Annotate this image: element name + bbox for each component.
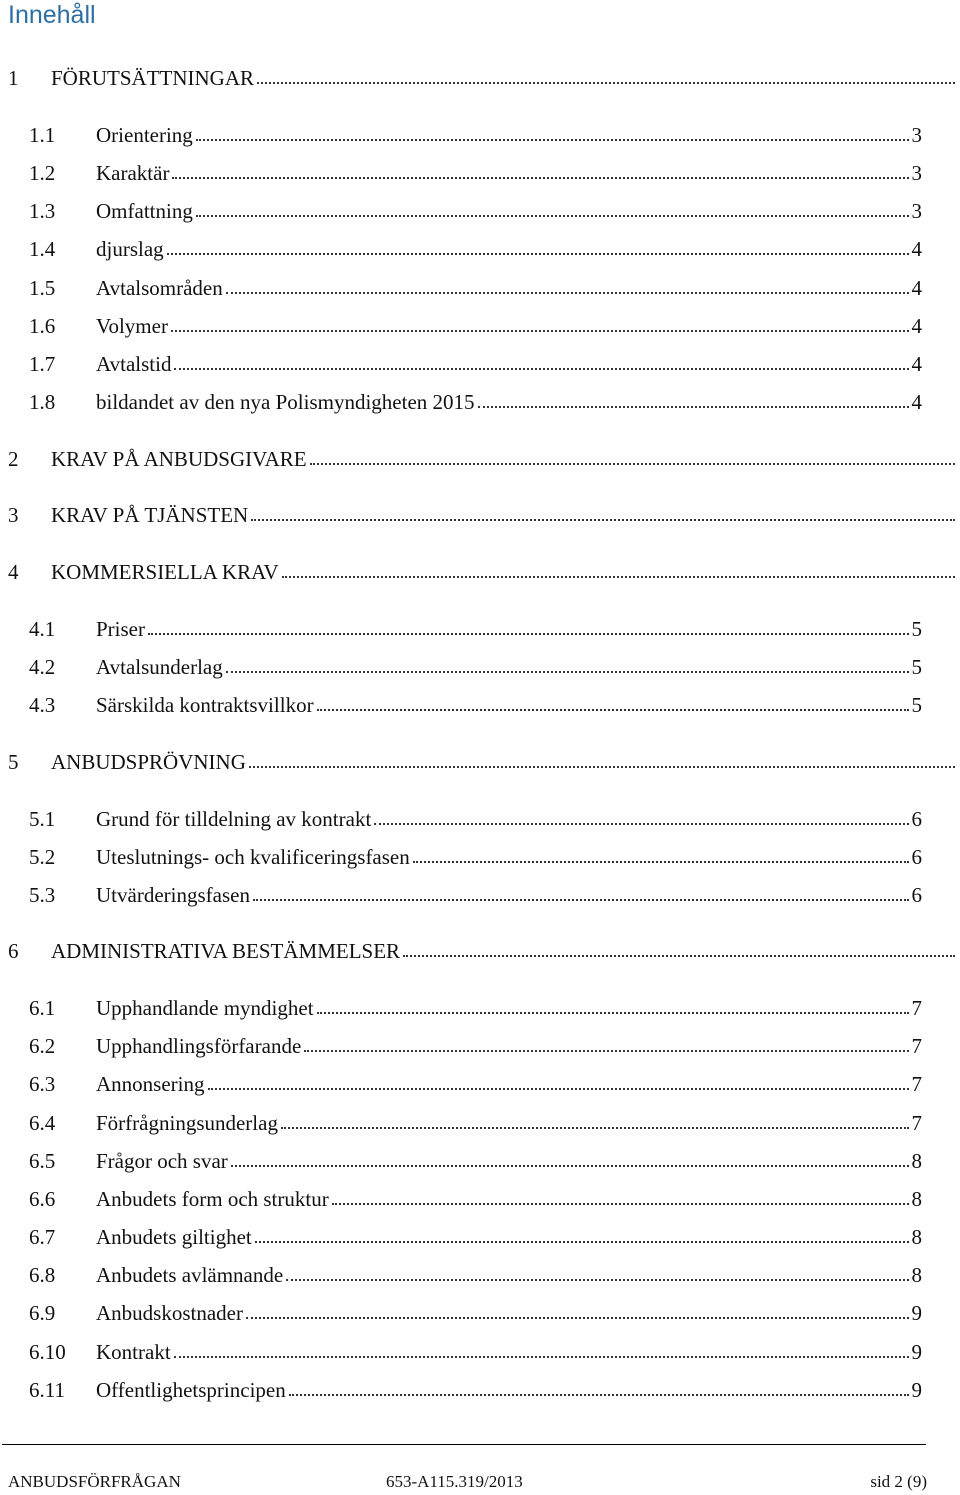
toc-number: 5.2 <box>29 845 56 869</box>
toc-entry-1-5[interactable] <box>29 270 922 300</box>
toc-page-number: 3 <box>911 161 922 185</box>
dot-leader <box>281 1127 909 1129</box>
toc-number: 6.2 <box>29 1034 56 1058</box>
toc-number: 6.3 <box>29 1072 56 1096</box>
dot-leader <box>231 1165 909 1167</box>
dot-leader <box>332 1203 909 1205</box>
dot-leader <box>174 1356 909 1358</box>
toc-number: 1.4 <box>29 237 56 261</box>
toc-page-number: 7 <box>911 1034 922 1058</box>
toc-page-number: 6 <box>911 845 922 869</box>
toc-heading: Anbudets avlämnande <box>96 1263 284 1287</box>
toc-number: 1.1 <box>29 123 56 147</box>
dot-leader <box>249 766 955 768</box>
toc-number: 5.3 <box>29 883 56 907</box>
toc-number: 1.5 <box>29 276 56 300</box>
toc-heading: Avtalstid <box>96 352 172 376</box>
toc-number: 1.2 <box>29 161 56 185</box>
dot-leader <box>317 709 909 711</box>
toc-number: 6.6 <box>29 1187 56 1211</box>
dot-leader <box>171 330 909 332</box>
dot-leader <box>167 253 909 255</box>
dot-leader <box>174 368 908 370</box>
toc-entry-4-2[interactable] <box>29 649 922 679</box>
toc-heading: Kontrakt <box>96 1340 171 1364</box>
toc-entry-2[interactable] <box>8 441 958 471</box>
toc-heading: KRAV PÅ TJÄNSTEN <box>51 503 249 527</box>
toc-page-number: 3 <box>911 199 922 223</box>
toc-page-number: 9 <box>911 1301 922 1325</box>
toc-heading: Särskilda kontraktsvillkor <box>96 693 314 717</box>
toc-number: 6 <box>8 939 19 963</box>
toc-number: 4 <box>8 560 19 584</box>
toc-entry-6-9[interactable] <box>29 1295 922 1325</box>
toc-number: 6.9 <box>29 1301 56 1325</box>
toc-page-number: 4 <box>911 352 922 376</box>
toc-number: 5 <box>8 750 19 774</box>
toc-number: 6.7 <box>29 1225 56 1249</box>
toc-heading: KRAV PÅ ANBUDSGIVARE <box>51 447 307 471</box>
dot-leader <box>257 82 955 84</box>
toc-entry-5-2[interactable] <box>29 839 922 869</box>
toc-number: 6.11 <box>29 1378 65 1402</box>
toc-entry-1[interactable] <box>8 60 958 90</box>
toc-number: 4.1 <box>29 617 56 641</box>
dot-leader <box>286 1279 908 1281</box>
toc-page-number: 8 <box>911 1263 922 1287</box>
toc-entry-4[interactable] <box>8 554 958 584</box>
toc-page-number: 7 <box>911 996 922 1020</box>
toc-number: 6.10 <box>29 1340 66 1364</box>
toc-page-number: 5 <box>911 693 922 717</box>
dot-leader <box>196 215 909 217</box>
toc-heading: Uteslutnings- och kvalificeringsfasen <box>96 845 410 869</box>
toc-page-number: 8 <box>911 1149 922 1173</box>
toc-entry-6[interactable] <box>8 933 958 963</box>
toc-entry-6-10[interactable] <box>29 1334 922 1364</box>
toc-entry-6-3[interactable] <box>29 1066 922 1096</box>
toc-heading: Avtalsområden <box>96 276 223 300</box>
toc-heading: Anbudets giltighet <box>96 1225 252 1249</box>
toc-heading: Anbudskostnader <box>96 1301 243 1325</box>
toc-number: 5.1 <box>29 807 56 831</box>
toc-entry-1-2[interactable] <box>29 155 922 185</box>
dot-leader <box>208 1088 909 1090</box>
toc-heading: Utvärderingsfasen <box>96 883 250 907</box>
toc-heading: FÖRUTSÄTTNINGAR <box>51 66 255 90</box>
toc-number: 1.3 <box>29 199 56 223</box>
toc-heading: Omfattning <box>96 199 193 223</box>
toc-entry-1-1[interactable] <box>29 117 922 147</box>
toc-entry-1-4[interactable] <box>29 231 922 261</box>
dot-leader <box>253 899 909 901</box>
toc-number: 6.8 <box>29 1263 56 1287</box>
footer-page-label: sid 2 (9) <box>870 1472 927 1491</box>
toc-page-number: 6 <box>911 883 922 907</box>
footer-divider <box>2 1444 926 1445</box>
toc-heading: Avtalsunderlag <box>96 655 223 679</box>
dot-leader <box>148 633 909 635</box>
toc-page-number: 6 <box>911 807 922 831</box>
toc-heading: Frågor och svar <box>96 1149 228 1173</box>
toc-entry-5[interactable] <box>8 744 958 774</box>
toc-number: 1 <box>8 66 19 90</box>
toc-number: 2 <box>8 447 19 471</box>
toc-number: 3 <box>8 503 19 527</box>
toc-page-number: 4 <box>911 237 922 261</box>
toc-number: 4.2 <box>29 655 56 679</box>
dot-leader <box>374 823 908 825</box>
toc-entry-5-3[interactable] <box>29 877 922 907</box>
toc-page-number: 7 <box>911 1111 922 1135</box>
toc-entry-6-4[interactable] <box>29 1105 922 1135</box>
toc-entry-5-1[interactable] <box>29 801 922 831</box>
toc-page-number: 8 <box>911 1187 922 1211</box>
dot-leader <box>246 1317 909 1319</box>
toc-page-number: 4 <box>911 314 922 338</box>
toc-entry-4-3[interactable] <box>29 687 922 717</box>
dot-leader <box>226 292 909 294</box>
dot-leader <box>226 671 909 673</box>
toc-entry-1-3[interactable] <box>29 193 922 223</box>
toc-entry-1-7[interactable] <box>29 346 922 376</box>
dot-leader <box>282 576 955 578</box>
dot-leader <box>172 177 908 179</box>
dot-leader <box>403 955 955 957</box>
dot-leader <box>310 463 955 465</box>
dot-leader <box>413 861 909 863</box>
toc-entry-3[interactable] <box>8 497 958 527</box>
toc-entry-6-11[interactable] <box>29 1372 922 1402</box>
toc-entry-1-6[interactable] <box>29 308 922 338</box>
toc-heading: KOMMERSIELLA KRAV <box>51 560 279 584</box>
toc-page-number: 9 <box>911 1378 922 1402</box>
dot-leader <box>317 1012 909 1014</box>
toc-page-number: 8 <box>911 1225 922 1249</box>
toc-entry-1-8[interactable] <box>29 384 922 414</box>
dot-leader <box>304 1050 908 1052</box>
toc-heading: Karaktär <box>96 161 170 185</box>
toc-page-number: 3 <box>911 123 922 147</box>
footer-reference-number: 653-A115.319/2013 <box>386 1472 523 1491</box>
toc-number: 6.1 <box>29 996 56 1020</box>
toc-number: 6.4 <box>29 1111 56 1135</box>
toc-heading: Förfrågningsunderlag <box>96 1111 278 1135</box>
dot-leader <box>196 139 909 141</box>
toc-number: 6.5 <box>29 1149 56 1173</box>
toc-entry-6-7[interactable] <box>29 1219 922 1249</box>
dot-leader <box>289 1394 909 1396</box>
toc-page-number: 5 <box>911 617 922 641</box>
toc-heading: Volymer <box>96 314 168 338</box>
toc-heading: ADMINISTRATIVA BESTÄMMELSER <box>51 939 401 963</box>
toc-page-number: 4 <box>911 276 922 300</box>
toc-number: 4.3 <box>29 693 56 717</box>
toc-heading: Grund för tilldelning av kontrakt <box>96 807 372 831</box>
toc-heading: Upphandlingsförfarande <box>96 1034 302 1058</box>
toc-heading: Orientering <box>96 123 193 147</box>
toc-heading: Anbudets form och struktur <box>96 1187 329 1211</box>
toc-number: 1.6 <box>29 314 56 338</box>
toc-heading: Priser <box>96 617 145 641</box>
toc-heading: bildandet av den nya Polismyndigheten 2015 <box>96 390 475 414</box>
toc-entry-6-2[interactable] <box>29 1028 922 1058</box>
toc-heading: djurslag <box>96 237 164 261</box>
toc-title: Innehåll <box>8 1 96 29</box>
toc-number: 1.8 <box>29 390 56 414</box>
toc-heading: Annonsering <box>96 1072 205 1096</box>
toc-entry-6-5[interactable] <box>29 1143 922 1173</box>
dot-leader <box>478 406 909 408</box>
toc-page-number: 9 <box>911 1340 922 1364</box>
toc-page-number: 4 <box>911 390 922 414</box>
toc-page-number: 5 <box>911 655 922 679</box>
toc-heading: Upphandlande myndighet <box>96 996 314 1020</box>
toc-number: 1.7 <box>29 352 56 376</box>
dot-leader <box>251 519 955 521</box>
toc-heading: Offentlighetsprincipen <box>96 1378 286 1402</box>
footer-document-name: ANBUDSFÖRFRÅGAN <box>8 1472 181 1491</box>
toc-entry-4-1[interactable] <box>29 611 922 641</box>
toc-page-number: 7 <box>911 1072 922 1096</box>
toc-entry-6-6[interactable] <box>29 1181 922 1211</box>
toc-entry-6-8[interactable] <box>29 1257 922 1287</box>
dot-leader <box>255 1241 909 1243</box>
toc-entry-6-1[interactable] <box>29 990 922 1020</box>
toc-heading: ANBUDSPRÖVNING <box>51 750 246 774</box>
